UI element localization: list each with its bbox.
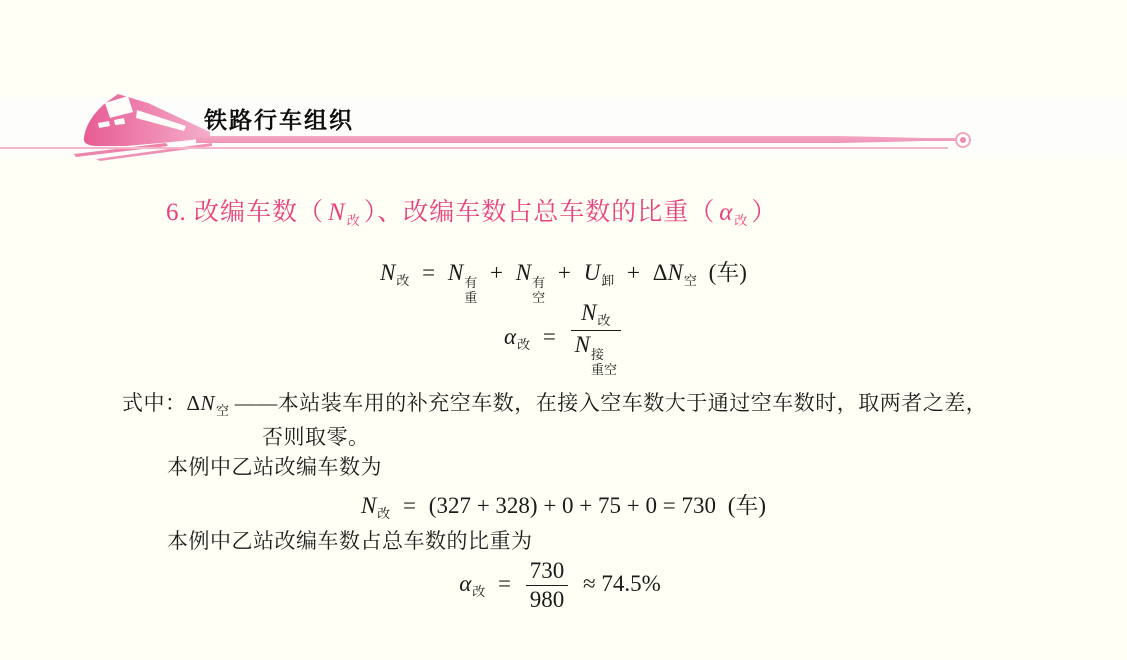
section-heading: 6. 改编车数（ $N_改$ ）、改编车数占总车数的比重（ $\alpha_改$ ） <box>166 199 778 228</box>
fraction: $N_改$ N 接 重空 <box>571 300 621 378</box>
note-line-1: 式中：$\Delta N_空$ ——本站装车用的补充空车数，在接入空车数大于通过空车数时，取两者之差， <box>122 391 988 418</box>
brand-title: 铁路行车组织 <box>204 107 354 133</box>
formula-alpha-definition: $\alpha_改$ = $N_改$ N 接 重空 <box>0 300 1127 378</box>
end-circle-icon <box>955 132 971 148</box>
heading-number: 6. <box>166 199 187 226</box>
example2-formula: $\alpha_改$ = $\frac{730}{980}$ ≈ 74.5% <box>459 558 661 612</box>
example1-label: 本例中乙站改编车数为 <box>167 455 382 479</box>
fraction: $\frac{730}{980}$ <box>526 558 569 613</box>
train-icon <box>74 86 214 162</box>
example1-formula: $N_改 = (327 + 328) + 0 + 75 + 0 = 730$ (车) <box>360 493 767 521</box>
note-line-2: 否则取零。 <box>262 425 370 449</box>
formula-n-definition: $N_改 = N$ 有 重 + N 有 空 + $U_卸 + \Delta N_空$ (车) <box>380 260 747 305</box>
header-thin-line <box>0 147 948 149</box>
example2-label: 本例中乙站改编车数占总车数的比重为 <box>167 529 533 553</box>
header-bar <box>196 136 962 143</box>
